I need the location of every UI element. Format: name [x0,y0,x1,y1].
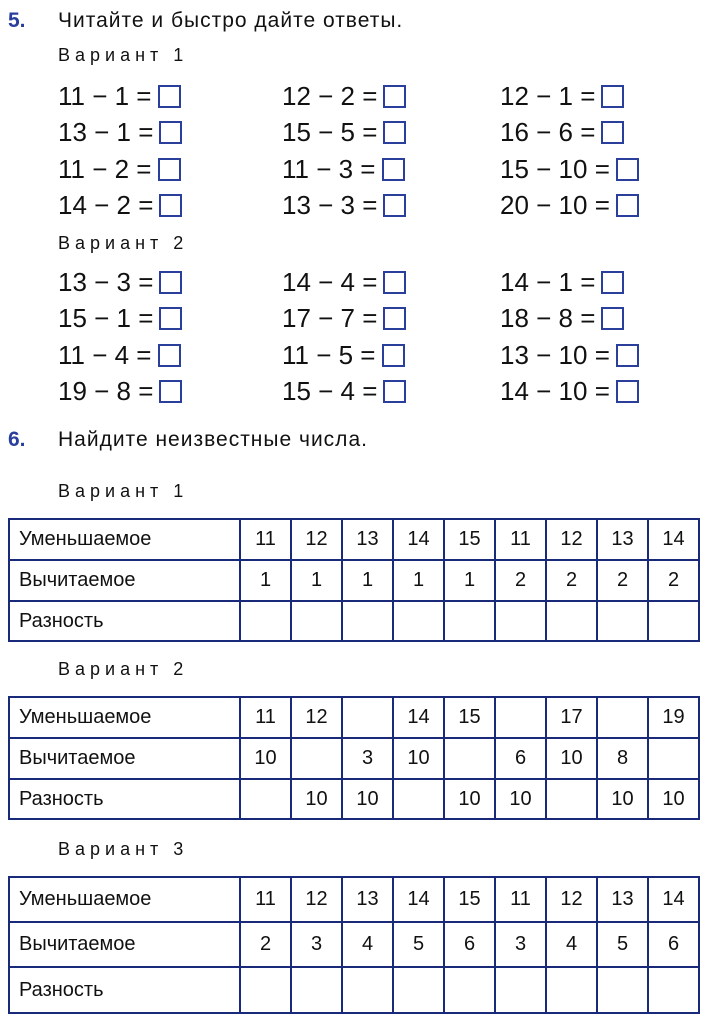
task-6-table-variant-2 [8,696,700,820]
table-cell: 2 [597,560,648,601]
answer-box[interactable] [601,85,624,108]
answer-box[interactable] [383,194,406,217]
row-label: Вычитаемое [9,560,240,601]
answer-box[interactable] [383,271,406,294]
equation [58,266,182,298]
table-cell: 13 [342,877,393,922]
equation [58,339,181,371]
equation-text: 13 − 1 = [58,117,154,147]
equation [282,303,406,335]
task-6-variant-3-label: Вариант 3 [58,839,189,859]
equation [500,339,639,371]
equation [58,80,181,112]
table-row [9,877,699,922]
equation-text: 15 − 5 = [282,117,378,147]
equation [282,80,406,112]
equation-text: 14 − 10 = [500,376,610,406]
table-row [9,779,699,819]
table-cell[interactable] [291,738,342,779]
equation-text: 20 − 10 = [500,190,610,220]
table-cell[interactable] [342,967,393,1013]
answer-box[interactable] [158,85,181,108]
equation-text: 15 − 10 = [500,153,610,184]
equation-text: 13 − 3 = [58,266,154,297]
table-cell: 12 [546,877,597,922]
table-cell: 13 [342,519,393,560]
equation [58,190,182,222]
table-cell: 10 [495,779,546,819]
table-cell[interactable] [240,967,291,1013]
answer-box[interactable] [616,158,639,181]
answer-box[interactable] [382,344,405,367]
table-row [9,922,699,967]
table-row [9,738,699,779]
equation-text: 19 − 8 = [58,376,154,406]
table-row [9,519,699,560]
equation-text: 14 − 1 = [500,266,596,297]
table-cell: 1 [393,560,444,601]
table-cell: 4 [342,922,393,967]
equation-text: 15 − 4 = [282,376,378,406]
table-cell: 1 [291,560,342,601]
task-6-variant-1-label: Вариант 1 [58,481,189,501]
task-5-instruction: Читайте и быстро дайте ответы. [58,9,404,32]
equation [58,153,181,185]
answer-box[interactable] [616,194,639,217]
table-cell: 11 [495,877,546,922]
table-cell: 6 [495,738,546,779]
table-row [9,697,699,738]
equation [282,190,406,222]
equation-text: 15 − 1 = [58,303,154,333]
equation [282,117,406,149]
equation [500,266,624,298]
table-cell[interactable] [342,697,393,738]
table-cell[interactable] [342,601,393,641]
table-cell: 1 [444,560,495,601]
table-cell: 1 [342,560,393,601]
task-5-number: 5. [8,9,26,32]
equation [282,153,405,185]
answer-box[interactable] [159,380,182,403]
equation [58,376,182,408]
answer-box[interactable] [158,344,181,367]
table-cell: 11 [240,519,291,560]
equation [282,376,406,408]
answer-box[interactable] [159,194,182,217]
equation [282,339,405,371]
task-6-variant-2-label: Вариант 2 [58,659,189,679]
task-6-instruction: Найдите неизвестные числа. [58,428,368,451]
row-label: Вычитаемое [9,738,240,779]
equation [58,117,182,149]
equation [500,376,639,408]
table-cell: 10 [291,779,342,819]
row-label: Разность [9,779,240,819]
table-cell: 10 [444,779,495,819]
table-cell[interactable] [393,779,444,819]
table-cell: 3 [291,922,342,967]
table-cell: 3 [495,922,546,967]
answer-box[interactable] [158,158,181,181]
table-row [9,560,699,601]
equation [500,190,639,222]
table-cell: 11 [495,519,546,560]
table-row [9,601,699,641]
table-cell: 2 [648,560,699,601]
equation-text: 11 − 2 = [58,153,152,184]
table-cell[interactable] [648,738,699,779]
table-cell: 15 [444,519,495,560]
table-cell[interactable] [495,697,546,738]
answer-box[interactable] [383,380,406,403]
table-cell: 12 [291,519,342,560]
answer-box[interactable] [383,121,406,144]
equation [282,266,406,298]
equation-text: 13 − 3 = [282,190,378,220]
table-cell: 13 [597,877,648,922]
table-cell[interactable] [546,779,597,819]
table-cell[interactable] [393,967,444,1013]
answer-box[interactable] [616,380,639,403]
answer-box[interactable] [601,271,624,294]
table-cell[interactable] [291,967,342,1013]
equation-text: 11 − 3 = [282,153,376,184]
table-row [9,967,699,1013]
table-cell: 10 [342,779,393,819]
equation-text: 12 − 1 = [500,80,596,111]
table-cell: 2 [240,922,291,967]
table-cell[interactable] [648,601,699,641]
answer-box[interactable] [159,271,182,294]
table-cell[interactable] [495,601,546,641]
equation-text: 11 − 1 = [58,80,152,111]
table-cell: 1 [240,560,291,601]
answer-box[interactable] [159,121,182,144]
equation-text: 12 − 2 = [282,80,378,111]
equation-text: 11 − 4 = [58,339,152,370]
table-cell[interactable] [240,601,291,641]
equation [500,153,639,185]
table-cell: 10 [597,779,648,819]
table-cell: 2 [546,560,597,601]
table-cell: 12 [546,519,597,560]
table-cell: 11 [240,697,291,738]
equation-text: 11 − 5 = [282,339,376,370]
table-cell: 8 [597,738,648,779]
table-cell[interactable] [240,779,291,819]
table-cell: 6 [648,922,699,967]
table-cell[interactable] [495,967,546,1013]
equation [500,80,624,112]
table-cell: 14 [393,877,444,922]
answer-box[interactable] [616,344,639,367]
equation [500,117,624,149]
table-cell: 5 [597,922,648,967]
table-cell: 14 [648,877,699,922]
row-label: Уменьшаемое [9,519,240,560]
equation-text: 14 − 4 = [282,266,378,297]
table-cell: 3 [342,738,393,779]
equation-text: 13 − 10 = [500,339,610,370]
task-6-table-variant-1 [8,518,700,642]
row-label: Разность [9,601,240,641]
table-cell[interactable] [546,601,597,641]
task-5-variant-1-label: Вариант 1 [58,45,189,65]
answer-box[interactable] [383,85,406,108]
table-cell: 11 [240,877,291,922]
table-cell: 12 [291,697,342,738]
table-cell: 10 [393,738,444,779]
table-cell: 2 [495,560,546,601]
task-6-number: 6. [8,428,26,451]
answer-box[interactable] [383,307,406,330]
table-cell: 14 [648,519,699,560]
equation-text: 17 − 7 = [282,303,378,333]
table-cell: 17 [546,697,597,738]
table-cell[interactable] [444,738,495,779]
table-cell: 15 [444,877,495,922]
equation-text: 16 − 6 = [500,117,596,147]
answer-box[interactable] [601,307,624,330]
equation [500,303,624,335]
table-cell: 13 [597,519,648,560]
table-cell: 6 [444,922,495,967]
table-cell: 10 [546,738,597,779]
answer-box[interactable] [382,158,405,181]
equation-text: 18 − 8 = [500,303,596,333]
equation-text: 14 − 2 = [58,190,154,220]
answer-box[interactable] [601,121,624,144]
table-cell: 14 [393,697,444,738]
table-cell[interactable] [291,601,342,641]
table-cell[interactable] [597,967,648,1013]
table-cell[interactable] [597,601,648,641]
row-label: Уменьшаемое [9,697,240,738]
table-cell: 5 [393,922,444,967]
table-cell[interactable] [597,697,648,738]
table-cell[interactable] [444,967,495,1013]
table-cell[interactable] [393,601,444,641]
table-cell: 12 [291,877,342,922]
table-cell: 19 [648,697,699,738]
table-cell: 4 [546,922,597,967]
table-cell[interactable] [648,967,699,1013]
row-label: Вычитаемое [9,922,240,967]
table-cell: 10 [240,738,291,779]
row-label: Разность [9,967,240,1013]
table-cell: 14 [393,519,444,560]
task-5-variant-2-label: Вариант 2 [58,233,189,253]
table-cell[interactable] [444,601,495,641]
equation [58,303,182,335]
task-6-table-variant-3 [8,876,700,1014]
table-cell: 15 [444,697,495,738]
table-cell: 10 [648,779,699,819]
row-label: Уменьшаемое [9,877,240,922]
table-cell[interactable] [546,967,597,1013]
answer-box[interactable] [159,307,182,330]
